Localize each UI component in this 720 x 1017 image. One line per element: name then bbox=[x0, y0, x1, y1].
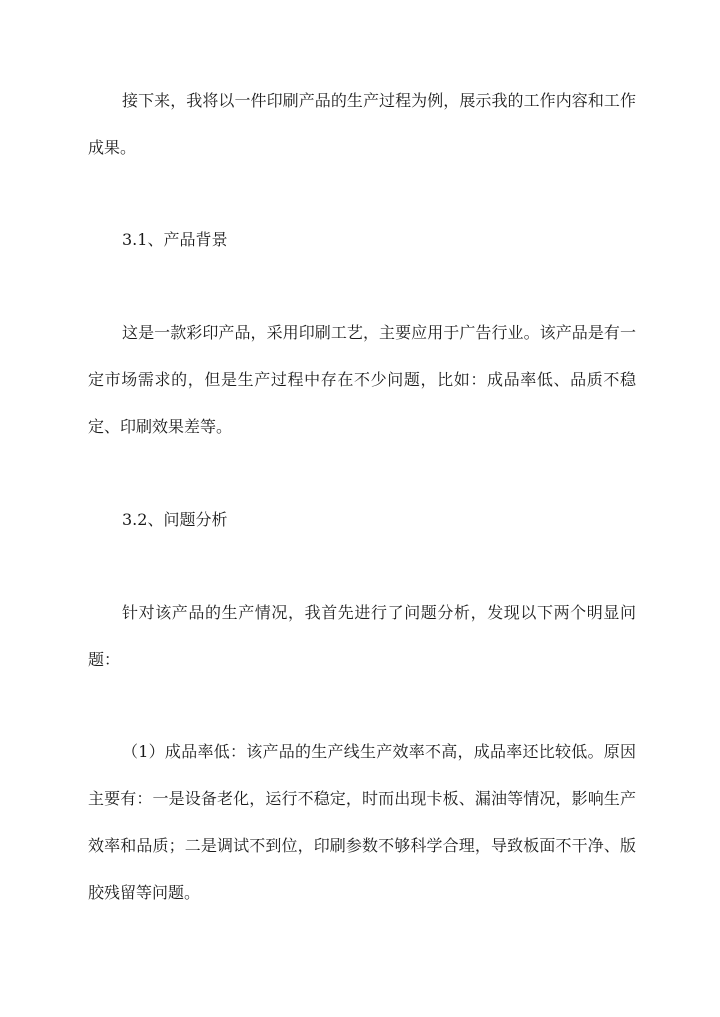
section-3-2-paragraph: 针对该产品的生产情况，我首先进行了问题分析，发现以下两个明显问题： bbox=[88, 603, 636, 669]
intro-paragraph: 接下来，我将以一件印刷产品的生产过程为例，展示我的工作内容和工作成果。 bbox=[88, 91, 636, 157]
section-3-1-heading: 3.1、产品背景 bbox=[122, 230, 228, 249]
problem-point-1-paragraph: （1）成品率低：该产品的生产线生产效率不高，成品率还比较低。原因主要有：一是设备老化，运行不稳定，时而出现卡板、漏油等情况，影响生产效率和品质；二是调试不到位，印刷参数不够科学合理，导致板面不干净、版胶残留等问题。 bbox=[88, 742, 636, 902]
section-3-2-heading: 3.2、问题分析 bbox=[122, 510, 228, 529]
section-3-1-paragraph: 这是一款彩印产品，采用印刷工艺，主要应用于广告行业。该产品是有一定市场需求的，但是生产过程中存在不少问题，比如：成品率低、品质不稳定、印刷效果差等。 bbox=[88, 323, 636, 436]
